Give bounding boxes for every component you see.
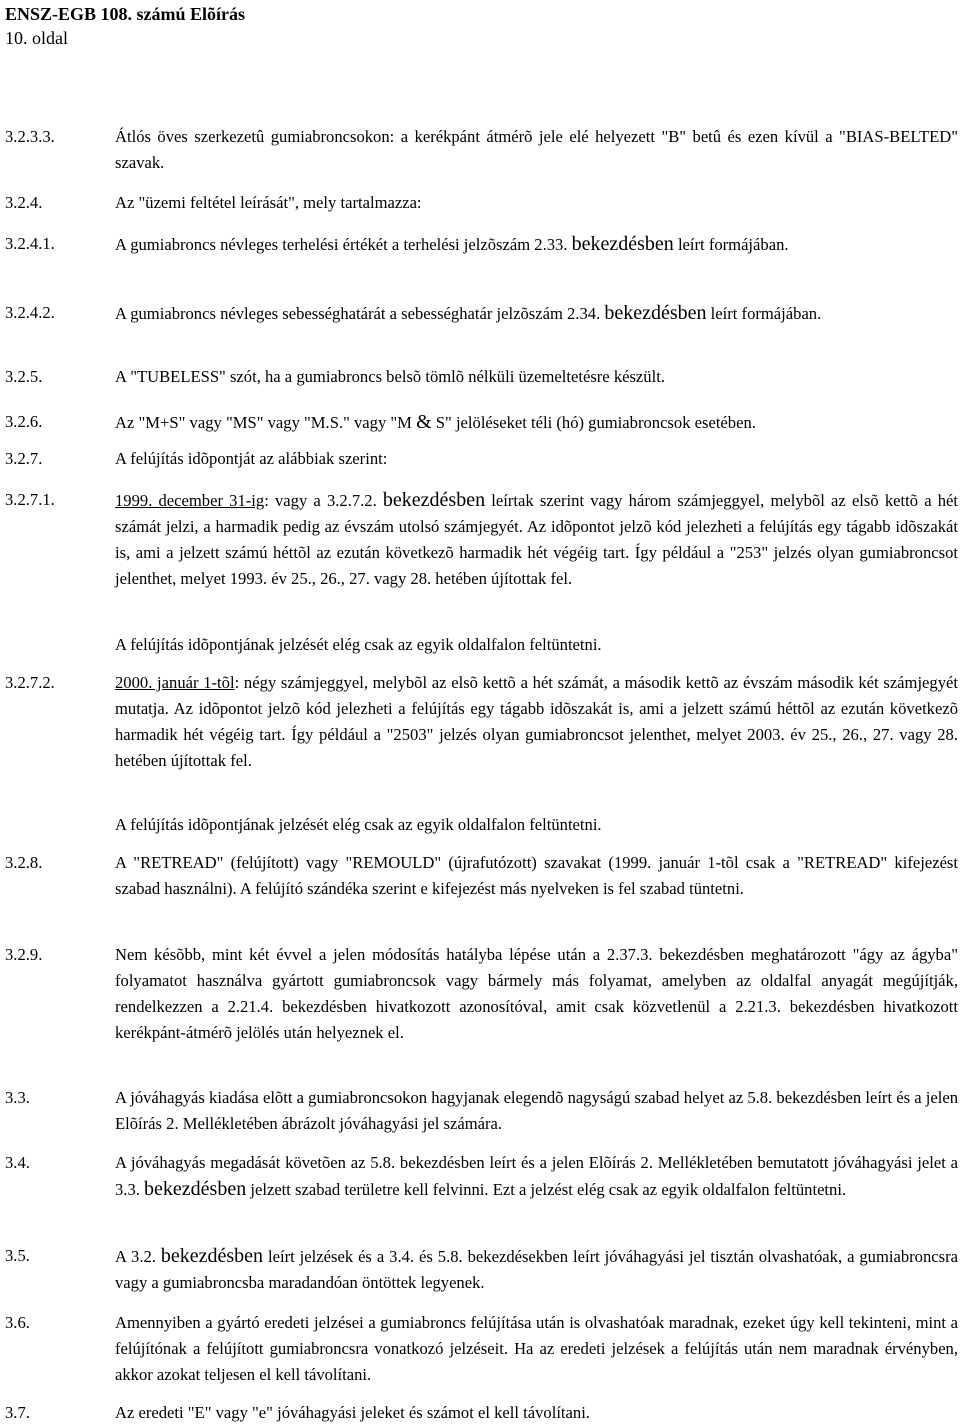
paragraph-text — [115, 409, 958, 436]
paragraph-number: 3.2.8. — [5, 853, 43, 872]
document-title: ENSZ-EGB 108. számú Elõírás — [5, 4, 246, 24]
paragraph-number: 3.2.4. — [5, 193, 43, 212]
paragraph-text — [115, 231, 958, 258]
text-part: jelzett szabad területre kell felvinni. Ezt a jelzést elég csak az egyik oldalfalon feltüntetni. — [246, 1180, 847, 1199]
paragraph-number: 3.5. — [5, 1246, 30, 1265]
paragraph-number: 3.2.7.1. — [5, 490, 55, 509]
paragraph-text: A "RETREAD" (felújított) vagy "REMOULD" (újrafutózott) szavakat (1999. január 1-tõl csak a "RETREAD" kifejezést szabad használni). A felújító szándéka szerint e kifejezést más nyelveken is fel szabad tüntetni. — [115, 853, 958, 898]
paragraph-text — [115, 487, 958, 592]
text-part-large: bekezdésben — [382, 489, 486, 511]
text-part-large: bekezdésben — [144, 1178, 247, 1200]
underlined-date: 1999. december 31-ig — [115, 491, 265, 510]
text-part: A gumiabroncs névleges terhelési értékét a terhelési jelzõszám 2.33. — [115, 235, 572, 254]
paragraph-number: 3.7. — [5, 1403, 30, 1422]
paragraph-text — [115, 1150, 958, 1203]
text-part: Az "M+S" vagy "MS" vagy "M.S." vagy "M — [115, 413, 417, 432]
text-part: leírt jelzések és a 3.4. és 5.8. bekezdésekben leírt jóváhagyási jel tisztán olvashatóak, a gumiabroncsra vagy a gumiabroncsba maradandóan öntöttek legyenek. — [115, 1247, 958, 1292]
paragraph-text: Nem késõbb, mint két évvel a jelen módosítás hatályba lépése után a 2.37.3. bekezdésben meghatározott "ágy az ágyba" folyamatot használva gyártott gumiabroncsok vagy bármely más folyamat, amelyben az oldalfal anyagát megújítják, rendelkezzen a 2.21.4. bekezdésben hivatkozott azonosítóval, amit csak közvetlenül a 2.21.3. bekezdésben hivatkozott kerékpánt-átmérõ jelölés után helyeznek el. — [115, 945, 958, 1042]
text-part-large: bekezdésben — [571, 233, 674, 255]
paragraph-number: 3.2.9. — [5, 945, 43, 964]
paragraph-number: 3.2.7.2. — [5, 673, 55, 692]
paragraph-number: 3.2.4.1. — [5, 234, 55, 253]
paragraph-number: 3.3. — [5, 1088, 30, 1107]
paragraph-number: 3.2.4.2. — [5, 303, 55, 322]
text-part: leírt formájában. — [706, 304, 822, 323]
paragraph-text: Átlós öves szerkezetû gumiabroncsokon: a kerékpánt átmérõ jele elé helyezett "B" betû és ezen kívül a "BIAS-BELTED" szavak. — [115, 127, 958, 172]
paragraph-text — [115, 1243, 958, 1296]
paragraph-text: A felújítás idõpontját az alábbiak szerint: — [115, 449, 388, 468]
paragraph-text: A jóváhagyás kiadása elõtt a gumiabroncsokon hagyjanak elegendõ nagyságú szabad helyet az 5.8. bekezdésben leírt és a jelen Elõírás 2. Mellékletében ábrázolt jóváhagyási jel számára. — [115, 1088, 958, 1133]
paragraph-text: Az "üzemi feltétel leírását", mely tartalmazza: — [115, 193, 422, 212]
paragraph-text — [115, 670, 958, 774]
text-part-large: & — [416, 411, 432, 433]
text-part: leírtak szerint vagy három számjeggyel, melybõl az elsõ kettõ a hét számát jelzi, a harmadik pedig az évszám utolsó számjegyét. Az idõpontot jelzõ kód jelezheti a felújítás egy tágabb idõszakát is, ami a jelzett számú héttõl az ezután következõ harmadik hét végéig tart. Így például a "253" jelzés olyan gumiabroncsot jelenthet, melyet 1993. év 25., 26., 27. vagy 28. hetében újítottak fel. — [115, 491, 959, 588]
text-part: A jóváhagyás megadását követõen az 5.8. bekezdésben leírt és a jelen Elõírás 2. Mellékletében bemutatott jóváhagyási jelet a 3.3. — [115, 1153, 958, 1199]
text-part: leírt formájában. — [673, 235, 789, 254]
paragraph-number: 3.2.3.3. — [5, 127, 55, 146]
text-part: A gumiabroncs névleges sebességhatárát a sebességhatár jelzõszám 2.34. — [115, 304, 605, 323]
paragraph-number: 3.2.5. — [5, 367, 43, 386]
paragraph-text — [115, 300, 958, 327]
text-part: : négy számjeggyel, melybõl az elsõ kettõ a hét számát, a második kettõ az évszám második két számjegyét mutatja. Az idõpontot jelzõ kód jelezheti a felújítás egy tágabb idõszakát is, ami a jelzett számú héttõl az ezután következõ harmadik hét végéig tart. Így például a "2503" jelzés olyan gumiabroncsot jelenthet, melyet 2003. év 25., 26., 27. vagy 28. hetében újítottak fel. — [115, 673, 958, 770]
text-part-large: bekezdésben — [160, 1245, 264, 1267]
paragraph-text: Amennyiben a gyártó eredeti jelzései a gumiabroncs felújítása után is olvashatóak maradnak, ezeket úgy kell tekinteni, mint a felújítónak a felújított gumiabroncsra vonatkozó jelzéseit. Ha az eredeti jelzések a felújítás után nem maradnak érvényben, akkor azokat teljesen el kell távolítani. — [115, 1313, 958, 1384]
paragraph-text: A "TUBELESS" szót, ha a gumiabroncs belsõ tömlõ nélküli üzemeltetésre készült. — [115, 367, 665, 386]
paragraph-number: 3.6. — [5, 1313, 30, 1332]
paragraph-number: 3.4. — [5, 1153, 30, 1172]
paragraph-number: 3.2.7. — [5, 449, 43, 468]
underlined-date: 2000. január 1-tõl — [115, 673, 235, 692]
paragraph-text: A felújítás idõpontjának jelzését elég csak az egyik oldalfalon feltüntetni. — [115, 815, 602, 834]
text-part: : vagy a 3.2.7.2. — [264, 491, 383, 510]
text-part-large: bekezdésben — [604, 302, 707, 324]
text-part: A 3.2. — [115, 1247, 161, 1266]
paragraph-text: A felújítás idõpontjának jelzését elég csak az egyik oldalfalon feltüntetni. — [115, 635, 602, 654]
paragraph-text: Az eredeti "E" vagy "e" jóváhagyási jeleket és számot el kell távolítani. — [115, 1403, 590, 1422]
text-part: S" jelöléseket téli (hó) gumiabroncsok esetében. — [431, 413, 756, 432]
paragraph-number: 3.2.6. — [5, 412, 43, 431]
page-number: 10. oldal — [5, 28, 68, 48]
